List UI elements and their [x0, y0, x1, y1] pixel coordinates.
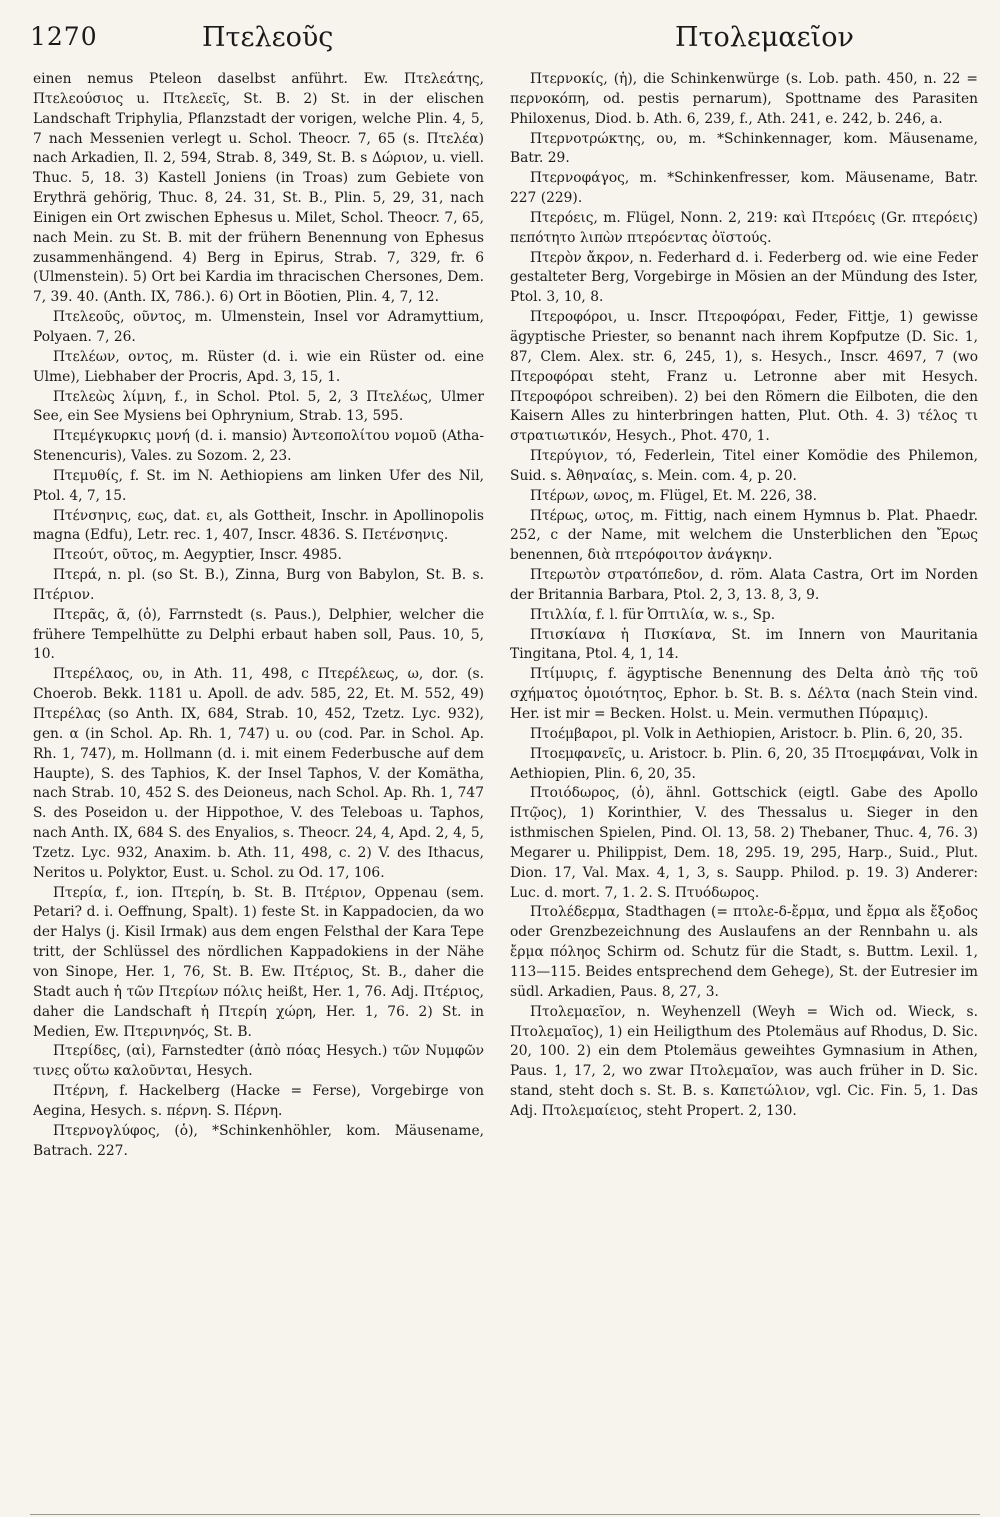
- dictionary-entry: Πτοέμβαροι, pl. Volk in Aethiopien, Aristocr. b. Plin. 6, 20, 35.: [530, 725, 963, 742]
- dictionary-entry: Πτελέων, οντος, m. Rüster (d. i. wie ein Rüster od. eine Ulme), Liebhaber der Procris, Apd. 3, 15, 1.: [33, 348, 484, 385]
- running-head-right: Πτολεμαεῖον: [675, 22, 854, 53]
- dictionary-entry: Πτέρως, ωτος, m. Fittig, nach einem Hymnus b. Plat. Phaedr. 252, c der Name, mit welchem die Unsterblichen den Ἔρως benennen, διὰ πτερόφοιτον ἀνάγκην.: [510, 507, 978, 564]
- dictionary-entry: Πτερίδες, (αἱ), Farnstedter (ἀπὸ πόας Hesych.) τῶν Νυμφῶν τινες οὕτω καλοῦνται, Hesych.: [33, 1043, 484, 1080]
- dictionary-entry: Πτερὸν ἄκρον, n. Federhard d. i. Federberg od. wie eine Feder gestalteter Berg, Vorgebirge in Mösien an der Mündung des Ister, Ptol. 3, 10, 8.: [510, 249, 978, 306]
- dictionary-entry: Πτεμυθίς, f. St. im N. Aethiopiens am linken Ufer des Nil, Ptol. 4, 7, 15.: [33, 467, 484, 504]
- running-head-left: Πτελεοῦς: [202, 22, 334, 53]
- dictionary-entry: Πτερνοτρώκτης, ου, m. *Schinkennager, kom. Mäusename, Batr. 29.: [510, 130, 978, 167]
- page-header: [30, 18, 975, 58]
- dictionary-entry: Πτερία, f., ion. Πτερίη, b. St. B. Πτέριον, Oppenau (sem. Petari? d. i. Oeffnung, Spalt). 1) feste St. in Kappadocien, da wo der Halys (j. Kisil Irmak) aus dem engen Felsthal der Kara Tepe tritt, der Schlüssel des nördlichen Kappadokiens in der Nähe von Sinope, Her. 1, 76, St. B. Ew. Πτέριος, St. B., daher die Stadt auch ἡ τῶν Πτερίων πόλις heißt, Her. 1, 76. Adj. Πτέριος, daher die Landschaft ἡ Πτερίη χώρη, Her. 1, 76. 2) St. in Medien, Ew. Πτερινηνός, St. B.: [33, 884, 484, 1040]
- dictionary-entry: Πτεροφόροι, u. Inscr. Πτεροφόραι, Feder, Fittje, 1) gewisse ägyptische Priester, so benannt nach ihrem Kopfputze (D. Sic. 1, 87, Clem. Alex. str. 6, 245, 1), s. Hesych., Inscr. 4697, 7 (wo Πτεροφόραι steht, Franz u. Letronne aber mit Hesych. Πτεροφόροι schreiben). 2) bei den Römern die Eilboten, die den Kaisern Alles zu hinterbringen hatten, Plut. Oth. 4. 3) τέλος τι στρατιωτικόν, Hesych., Phot. 470, 1.: [510, 309, 978, 445]
- dictionary-entry: Πτοεμφανεῖς, u. Aristocr. b. Plin. 6, 20, 35 Πτοεμφάναι, Volk in Aethiopien, Plin. 6, 20, 35.: [510, 745, 978, 782]
- dictionary-entry: Πτένσηνις, εως, dat. ει, als Gottheit, Inschr. in Apollinopolis magna (Edfu), Letr. rec. 1, 407, Inscr. 4836. S. Πετένσηνις.: [33, 507, 484, 544]
- dictionary-entry: Πτίμυρις, f. ägyptische Benennung des Delta ἀπὸ τῆς τοῦ σχήματος ὁμοιότητος, Ephor. b. St. B. s. Δέλτα (nach Stein vind. Her. ist mir = Becken. Holst. u. Mein. vermuthen Πύραμις).: [510, 666, 978, 722]
- dictionary-entry: Πτεμέγκυρκις μονή (d. i. mansio) Ἀντεοπολίτου νομοῦ (Atha-Stenencuris), Vales. zu Sozom. 2, 23.: [33, 428, 484, 465]
- dictionary-entry: Πτερέλαος, ου, in Ath. 11, 498, c Πτερέλεως, ω, dor. (s. Choerob. Bekk. 1181 u. Apoll. de adv. 585, 22, Et. M. 552, 49) Πτερέλας (so Anth. IX, 684, Strab. 10, 452, Tzetz. Lyc. 932), gen. α (in Schol. Ap. Rh. 1, 747) u. ου (cod. Par. in Schol. Ap. Rh. 1, 747), m. Hollmann (d. i. mit einem Federbusche auf dem Haupte), S. des Taphios, K. der Insel Taphos, V. der Komätha, nach Strab. 10, 452 S. des Deioneus, nach Schol. Ap. Rh. 1, 747 S. des Poseidon u. der Hippothoe, V. des Teleboas u. Taphos, nach Anth. IX, 684 S. des Enyalios, s. Theocr. 24, 4, Apd. 2, 4, 5, Tzetz. Lyc. 932, Anaxim. b. Ath. 11, 498, c. 2) V. des Ithacus, Neritos u. Polyktor, Eust. u. Schol. zu Od. 17, 106.: [33, 666, 484, 881]
- dictionary-entry: Πτολέδερμα, Stadthagen (= πτολε-δ-ἔρμα, und ἔρμα als ἔξοδος oder Grenzbezeichnung des Auslaufens an der Rennbahn u. als ἔρμα πόληος Schirm od. Schutz für die Stadt, s. Buttm. Lexil. 1, 113—115. Beides entsprechend dem Gehege), St. der Eutresier im südl. Arkadien, Paus. 8, 27, 3.: [510, 904, 978, 1000]
- dictionary-entry: Πτεούτ, οῦτος, m. Aegyptier, Inscr. 4985.: [53, 547, 342, 564]
- page-number: 1270: [30, 22, 98, 51]
- dictionary-entry: Πτερνοφάγος, m. *Schinkenfresser, kom. Mäusename, Batr. 227 (229).: [510, 170, 978, 207]
- dictionary-entry: Πτερωτὸν στρατόπεδον, d. röm. Alata Castra, Ort im Norden der Britannia Barbara, Ptol. 2, 3, 13. 8, 3, 9.: [510, 567, 978, 603]
- dictionary-entry: Πτισκίανα ἡ Πισκίανα, St. im Innern von Mauritania Tingitana, Ptol. 4, 1, 14.: [510, 626, 978, 663]
- dictionary-entry: Πτερύγιον, τό, Federlein, Titel einer Komödie des Philemon, Suid. s. Ἀθηναίας, s. Mein. com. 4, p. 20.: [510, 448, 978, 484]
- dictionary-entry: Πτολεμαεῖον, n. Weyhenzell (Weyh = Wich od. Wieck, s. Πτολεμαῖος), 1) ein Heiligthum des Ptolemäus auf Rhodus, D. Sic. 20, 100. 2) ein dem Ptolemäus geweihtes Gymnasium in Athen, Paus. 1, 17, 2, wo zwar Πτολεμαῖον, was auch früher in D. Sic. stand, steht doch s. St. B. s. Καπετώλιον, vgl. Cic. Fin. 5, 1. Das Adj. Πτολεμαίειος, steht Propert. 2, 130.: [510, 1003, 978, 1119]
- dictionary-entry: Πτελεοῦς, οῦντος, m. Ulmenstein, Insel vor Adramyttium, Polyaen. 7, 26.: [33, 309, 484, 345]
- right-column: [510, 70, 978, 1509]
- dictionary-entry: Πτέρνη, f. Hackelberg (Hacke = Ferse), Vorgebirge von Aegina, Hesych. s. πέρνη. S. Πέρνη.: [33, 1083, 484, 1119]
- dictionary-entry: Πτερνογλύφος, (ὁ), *Schinkenhöhler, kom. Mäusename, Batrach. 227.: [33, 1122, 484, 1159]
- dictionary-entry: Πτιλλία, f. l. für Ὀπτιλία, w. s., Sp.: [530, 606, 776, 623]
- dictionary-entry: Πτερνοκίς, (ἡ), die Schinkenwürge (s. Lob. path. 450, n. 22 = περνοκόπη, od. pestis pernarum), Spottname des Parasiten Philoxenus, Diod. b. Ath. 6, 239, f., Ath. 241, e. 242, b. 246, a.: [510, 71, 978, 127]
- dictionary-entry: Πτερά, n. pl. (so St. B.), Zinna, Burg von Babylon, St. B. s. Πτέριον.: [33, 567, 484, 603]
- dictionary-entry: Πτοιόδωρος, (ὁ), ähnl. Gottschick (eigtl. Gabe des Apollo Πτῷος), 1) Korinthier, V. des Thessalus u. Sieger in den isthmischen Spielen, Pind. Ol. 13, 58. 2) Thebaner, Thuc. 4, 76. 3) Megarer u. Philippist, Dem. 18, 295. 19, 295, Harp., Suid., Plut. Dion. 17, Val. Max. 4, 1, 3, s. Saupp. Philod. p. 19. 3) Anderer: Luc. d. mort. 7, 1. 2. S. Πτυόδωρος.: [510, 785, 978, 901]
- dictionary-entry: einen nemus Pteleon daselbst anführt. Ew. Πτελεάτης, Πτελεούσιος u. Πτελεεῖς, St. B. 2) St. in der elischen Landschaft Triphylia, Pflanzstadt der vorigen, welche Plin. 4, 5, 7 nach Messenien verlegt u. Schol. Theocr. 7, 65 (s. Πτελέα) nach Arkadien, Il. 2, 594, Strab. 8, 349, St. B. s Δώριον, u. viell. Thuc. 5, 18. 3) Kastell Joniens (in Troas) zum Gebiete von Erythrä gehörig, Thuc. 8, 24. 31, St. B., Plin. 5, 29, 31, nach Einigen ein Ort zwischen Ephesus u. Milet, Schol. Theocr. 7, 65, nach Mein. zu St. B. mit der frühern Benennung von Ephesus zusammenhängend. 4) Berg in Epirus, Strab. 7, 329, fr. 6 (Ulmenstein). 5) Ort bei Kardia im thracischen Chersones, Dem. 7, 39. 40. (Anth. IX, 786.). 6) Ort in Böotien, Plin. 4, 7, 12.: [33, 71, 484, 306]
- dictionary-entry: Πτελεὼς λίμνη, f., in Schol. Ptol. 5, 2, 3 Πτελέως, Ulmer See, ein See Mysiens bei Ophrynium, Strab. 13, 595.: [33, 388, 484, 425]
- page-bottom-edge: [30, 1514, 980, 1515]
- dictionary-entry: Πτερᾶς, ᾶ, (ὁ), Farrnstedt (s. Paus.), Delphier, welcher die frühere Tempelhütte zu Delphi erbaut haben soll, Paus. 10, 5, 10.: [33, 606, 484, 663]
- dictionary-entry: Πτερόεις, m. Flügel, Nonn. 2, 219: καὶ Πτερόεις (Gr. πτερόεις) πεπότητο λιπὼν πτερόεντας ὀϊστούς.: [510, 209, 978, 246]
- left-column: [33, 70, 484, 1509]
- dictionary-entry: Πτέρων, ωνος, m. Flügel, Et. M. 226, 38.: [530, 487, 818, 504]
